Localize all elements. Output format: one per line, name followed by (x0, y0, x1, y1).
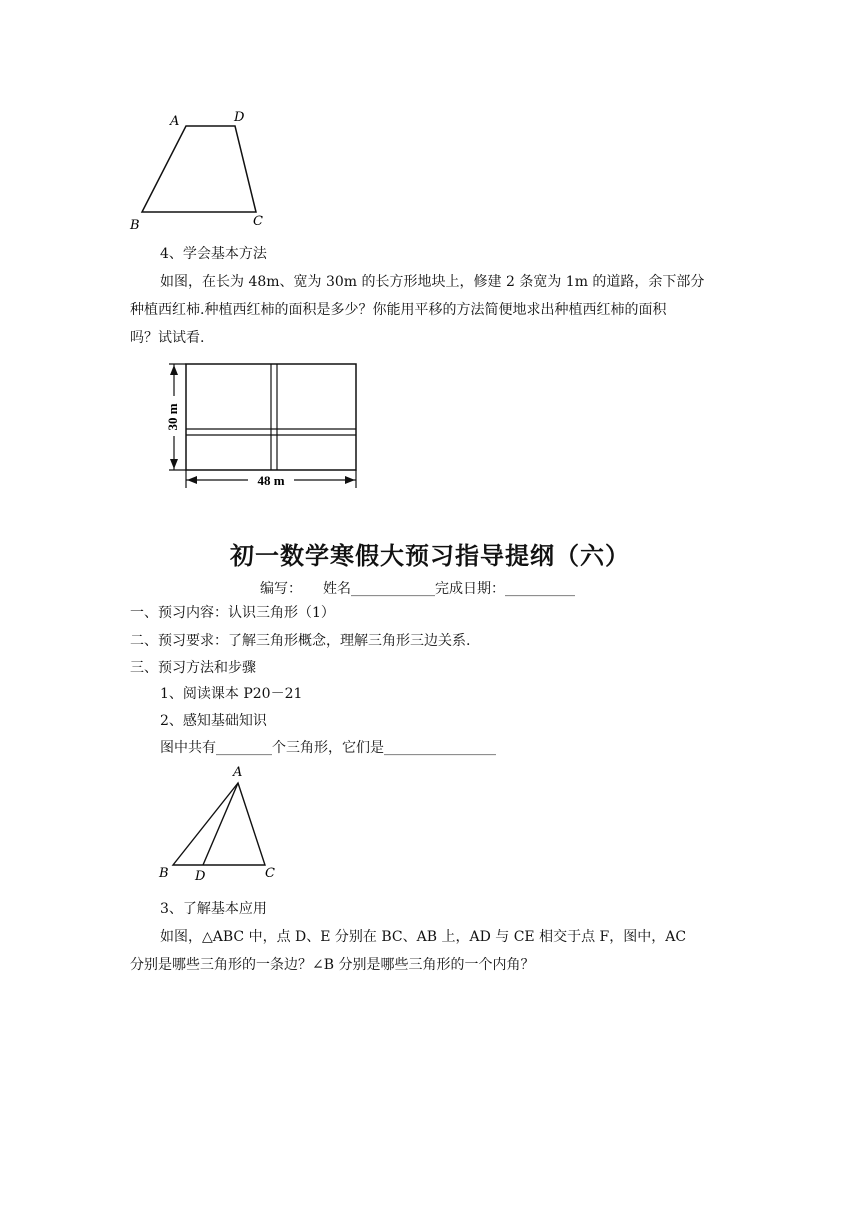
label-c: C (265, 866, 275, 881)
step-3: 3、了解基本应用 (160, 901, 267, 917)
label-a: A (233, 765, 243, 780)
width-arrow-left (187, 476, 197, 484)
label-b: B (159, 866, 169, 881)
label-c: C (253, 214, 263, 229)
triangle-figure (155, 762, 290, 887)
field-figure (160, 358, 365, 493)
trapezoid-figure (125, 105, 285, 233)
label-a: A (170, 114, 180, 129)
step-3-question-line-1: 如图，△ABC 中，点 D、E 分别在 BC、AB 上，AD 与 CE 相交于点 F，图中，AC (160, 929, 687, 945)
section-4-line-3: 吗？试试看. (130, 330, 205, 346)
outline-item-1: 一、预习内容：认识三角形（1） (130, 605, 335, 621)
section-4-line-2: 种植西红柿.种植西红柿的面积是多少？你能用平移的方法简便地求出种植西红柿的面积 (130, 302, 667, 318)
triangle-shape (173, 783, 265, 865)
height-arrow-top (170, 365, 178, 375)
height-arrow-bottom (170, 459, 178, 469)
meta-line: 编写： 姓名____________完成日期：__________ (260, 581, 575, 597)
page-title: 初一数学寒假大预习指导提纲（六） (230, 542, 630, 570)
trapezoid-shape (142, 126, 256, 212)
label-d: D (195, 869, 206, 884)
outline-item-2: 二、预习要求：了解三角形概念，理解三角形三边关系. (130, 633, 471, 649)
height-label: 30 m (164, 403, 180, 431)
step-2: 2、感知基础知识 (160, 713, 267, 729)
segment-ad (203, 783, 238, 865)
section-4-line-1: 如图，在长为 48m、宽为 30m 的长方形地块上，修建 2 条宽为 1m 的道路，余下部分 (160, 274, 705, 290)
step-1: 1、阅读课本 P20－21 (160, 686, 303, 702)
section-4-heading: 4、学会基本方法 (160, 246, 267, 262)
width-arrow-right (345, 476, 355, 484)
label-b: B (130, 218, 140, 233)
step-2-question: 图中共有________个三角形，它们是________________ (160, 740, 496, 756)
outline-item-3: 三、预习方法和步骤 (130, 660, 256, 676)
step-3-question-line-2: 分别是哪些三角形的一条边？∠B 分别是哪些三角形的一个内角？ (130, 957, 535, 973)
width-label: 48 m (257, 473, 285, 488)
label-d: D (234, 110, 245, 125)
